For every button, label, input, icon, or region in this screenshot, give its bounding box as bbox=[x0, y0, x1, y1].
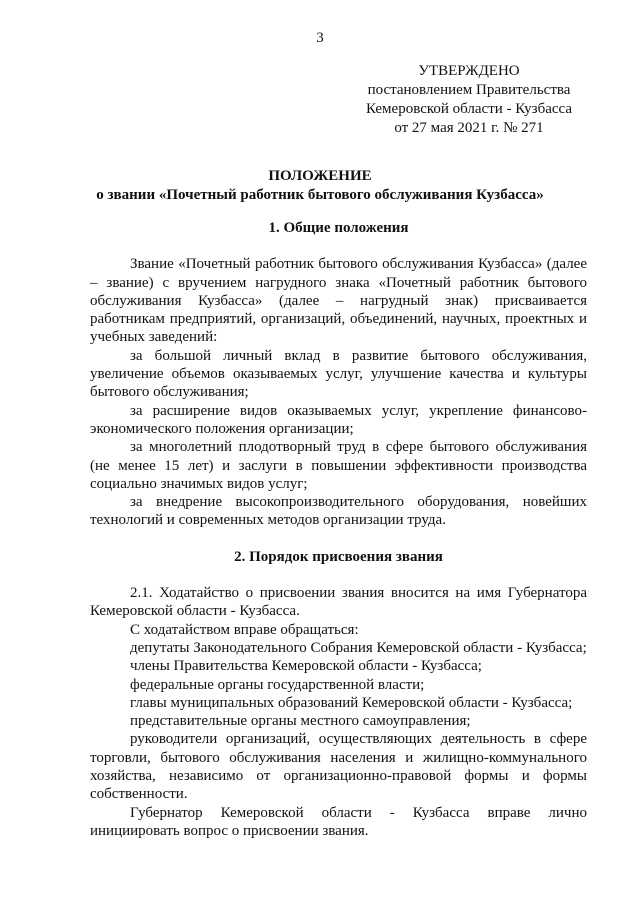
paragraph: за внедрение высокопроизводительного оборудования, новейших технологий и современных методов организации труда. bbox=[90, 494, 587, 529]
list-item: депутаты Законодательного Собрания Кемеровской области - Кузбасса; bbox=[130, 639, 587, 656]
document-body bbox=[90, 219, 587, 840]
section-heading: 1. Общие положения bbox=[268, 220, 409, 236]
list-item: члены Правительства Кемеровской области - Кузбасса; bbox=[130, 658, 482, 675]
approval-date: от 27 мая 2021 г. № 271 bbox=[394, 120, 544, 136]
approval-stamp-block bbox=[358, 62, 580, 138]
paragraph: за расширение видов оказываемых услуг, укрепление финансово-экономического положения организации; bbox=[90, 402, 587, 437]
list-item: федеральные органы государственной власти; bbox=[130, 676, 425, 693]
approval-line: постановлением Правительства bbox=[367, 82, 571, 98]
list-item: главы муниципальных образований Кемеровской области - Кузбасса; bbox=[130, 694, 573, 711]
paragraph: за многолетний плодотворный труд в сфере бытового обслуживания (не менее 15 лет) и заслуги в повышении эффективности производства социально значимых видов услуг; bbox=[90, 439, 587, 492]
paragraph: С ходатайством вправе обращаться: bbox=[130, 621, 359, 638]
paragraph: Звание «Почетный работник бытового обслуживания Кузбасса» (далее – звание) с вручением нагрудного знака «Почетный работник бытового обслуживания Кузбасса» (далее – нагрудный знак) присваивается работникам предприятий, организаций, объединений, научных, проектных и учебных заведений: bbox=[90, 256, 587, 346]
page-number: 3 bbox=[316, 30, 324, 46]
approval-line: Кемеровской области - Кузбасса bbox=[365, 101, 573, 117]
list-item: руководители организаций, осуществляющих деятельность в сфере торговли, бытового обслуживания населения и жилищно-коммунального хозяйства, независимо от организационно-правовой формы и формы собственности. bbox=[90, 731, 587, 803]
title-heading: ПОЛОЖЕНИЕ bbox=[268, 168, 372, 184]
list-item: представительные органы местного самоуправления; bbox=[130, 713, 471, 730]
paragraph: 2.1. Ходатайство о присвоении звания вносится на имя Губернатора Кемеровской области - Кузбасса. bbox=[90, 585, 587, 620]
paragraph: за большой личный вклад в развитие бытового обслуживания, увеличение объемов оказываемых услуг, улучшение качества и культуры бытового обслуживания; bbox=[90, 347, 587, 401]
section-heading: 2. Порядок присвоения звания bbox=[234, 548, 443, 565]
approval-line: УТВЕРЖДЕНО bbox=[418, 63, 520, 79]
title-subheading: о звании «Почетный работник бытового обслуживания Кузбасса» bbox=[96, 187, 544, 203]
document-title bbox=[0, 167, 640, 205]
paragraph: Губернатор Кемеровской области - Кузбасса вправе лично инициировать вопрос о присвоении звания. bbox=[90, 804, 587, 839]
